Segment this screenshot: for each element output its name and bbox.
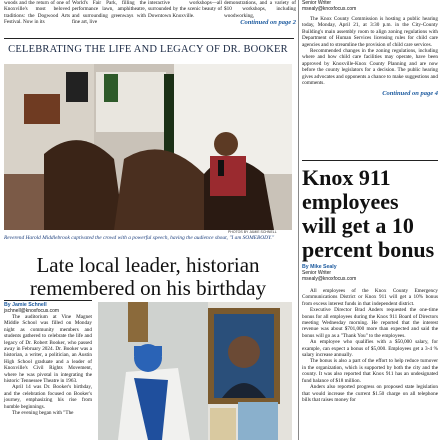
memorial-photos xyxy=(98,302,292,440)
story-paragraph: The Knox County Commission is hosting a public hearing today, Monday, April 21, at 3:30 p.m. in the City-County Building's main assembly room to align zoning regulations with Department of Human Services licensing rules for child care agencies and to streamline the provision of child care services. xyxy=(302,16,438,48)
local-story xyxy=(4,314,92,417)
continued-link-page-2[interactable]: Continued on page 2 xyxy=(240,19,296,27)
top-column-4-text: demonstrations, and a variety of $10 workshops, including woodworking, xyxy=(224,0,296,19)
byline-role: Senior Writer xyxy=(302,270,332,276)
knox911-story xyxy=(302,288,438,403)
byline-author: By Jamie Schnell xyxy=(4,302,47,308)
story-paragraph: Recommended changes in the zoning regulations, including where and how child care facilities may operate, have been approved by Knoxville-Knox County Planning and are now before the county legislators for a decision. The public hearing gives advocates and opponents a chance to make suggestions and comments. xyxy=(302,48,438,87)
byline-email[interactable]: jschnell@knoxfocus.com xyxy=(4,308,60,314)
top-column-2: World's Fair Park, filling the performance lawn, amphitheatre, and surrounding greenways with fine art, live xyxy=(72,0,146,26)
feature-photo-illustration xyxy=(4,64,292,230)
story-paragraph: The auditorium at Vine Magnet Middle School was filled on Monday night as community members and students gathered to celebrate the life and legacy of Dr. Robert Booker, who passed away in February 2024. Dr. Booker was a historian, a writer, a politician, an Austin High School graduate and a leader of Knoxville's Civil Rights Movement, where he was pivotal in integrating the historic Tennessee Theatre in 1963. xyxy=(4,314,92,385)
top-column-3: interactive workshops—all surrounded by the scenic beauty of Downtown Knoxville. xyxy=(148,0,222,19)
byline-email[interactable]: msealy@knoxfocus.com xyxy=(302,276,357,282)
top-column-1: woods and the return of one of Knoxville's most beloved traditions: the Dogwood Arts Festival. Now in its xyxy=(4,0,70,26)
child-care-story xyxy=(302,16,438,86)
story-paragraph: The evening began with "The xyxy=(12,410,74,417)
feature-caption: Reverend Harold Middlebrook captivated the crowd with a powerful speech, having the audience shout, "I am SOMEBODY." xyxy=(4,235,275,241)
right-top-byline-role: Senior Writer xyxy=(302,0,332,6)
column-rule xyxy=(298,0,299,440)
byline-author: By Mike Sealy xyxy=(302,264,337,270)
local-headline: Late local leader, historian remembered on his birthday xyxy=(29,253,267,300)
divider xyxy=(302,160,438,161)
right-top-byline-email[interactable]: msealy@knoxfocus.com xyxy=(302,6,357,12)
divider xyxy=(4,300,92,301)
story-paragraph: Anders also reported progress on proposed state legislation that would increase the current $1.50 charge on all telephone bills that raises money for xyxy=(302,384,438,403)
right-column-top xyxy=(302,0,438,97)
top-column-4 xyxy=(224,0,296,26)
photo-credit: PHOTOS BY JAMIE SCHNELL xyxy=(228,230,277,234)
story-paragraph: The bonus is also a part of the effort to help reduce turnover in the organization, which is supported by both the city and the county. It was also reported that Knox 911 has an undesignated fund balance of $18 million. xyxy=(302,358,438,384)
story-paragraph: Executive Director Brad Anders requested the one-time bonus for all employees during the Knox 911 Board of Directors meeting Wednesday morning. He reported that the interest revenue was about $701,000 more than expected and said the bonus will go as a "Thank You" to the employees. xyxy=(302,307,438,339)
divider xyxy=(4,38,294,39)
continued-link-page-4[interactable]: Continued on page 4 xyxy=(382,90,438,98)
feature-photo xyxy=(4,64,292,230)
feature-heading: CELEBRATING THE LIFE AND LEGACY OF DR. BOOKER xyxy=(8,44,288,55)
knox911-headline: Knox 911 employees will get a 10 percent bonus xyxy=(302,165,435,262)
story-paragraph: All employees of the Knox County Emergency Communications District or Knox 911 will get a 10% bonus from excess interest funds in that independent district. xyxy=(302,288,438,307)
local-byline xyxy=(4,302,92,314)
memorial-photos-illustration xyxy=(98,302,292,440)
story-paragraph: April 14 was Dr. Booker's birthday, and the celebration focused on Booker's journey, emphasizing his rise from humble beginnings. xyxy=(4,384,92,410)
story-paragraph: An employee who qualifies with a $50,000 salary, for example, can expect a bonus of $5,000. Employees get a 3-4 % salary increase annually. xyxy=(302,339,438,359)
knox911-byline xyxy=(302,264,438,282)
